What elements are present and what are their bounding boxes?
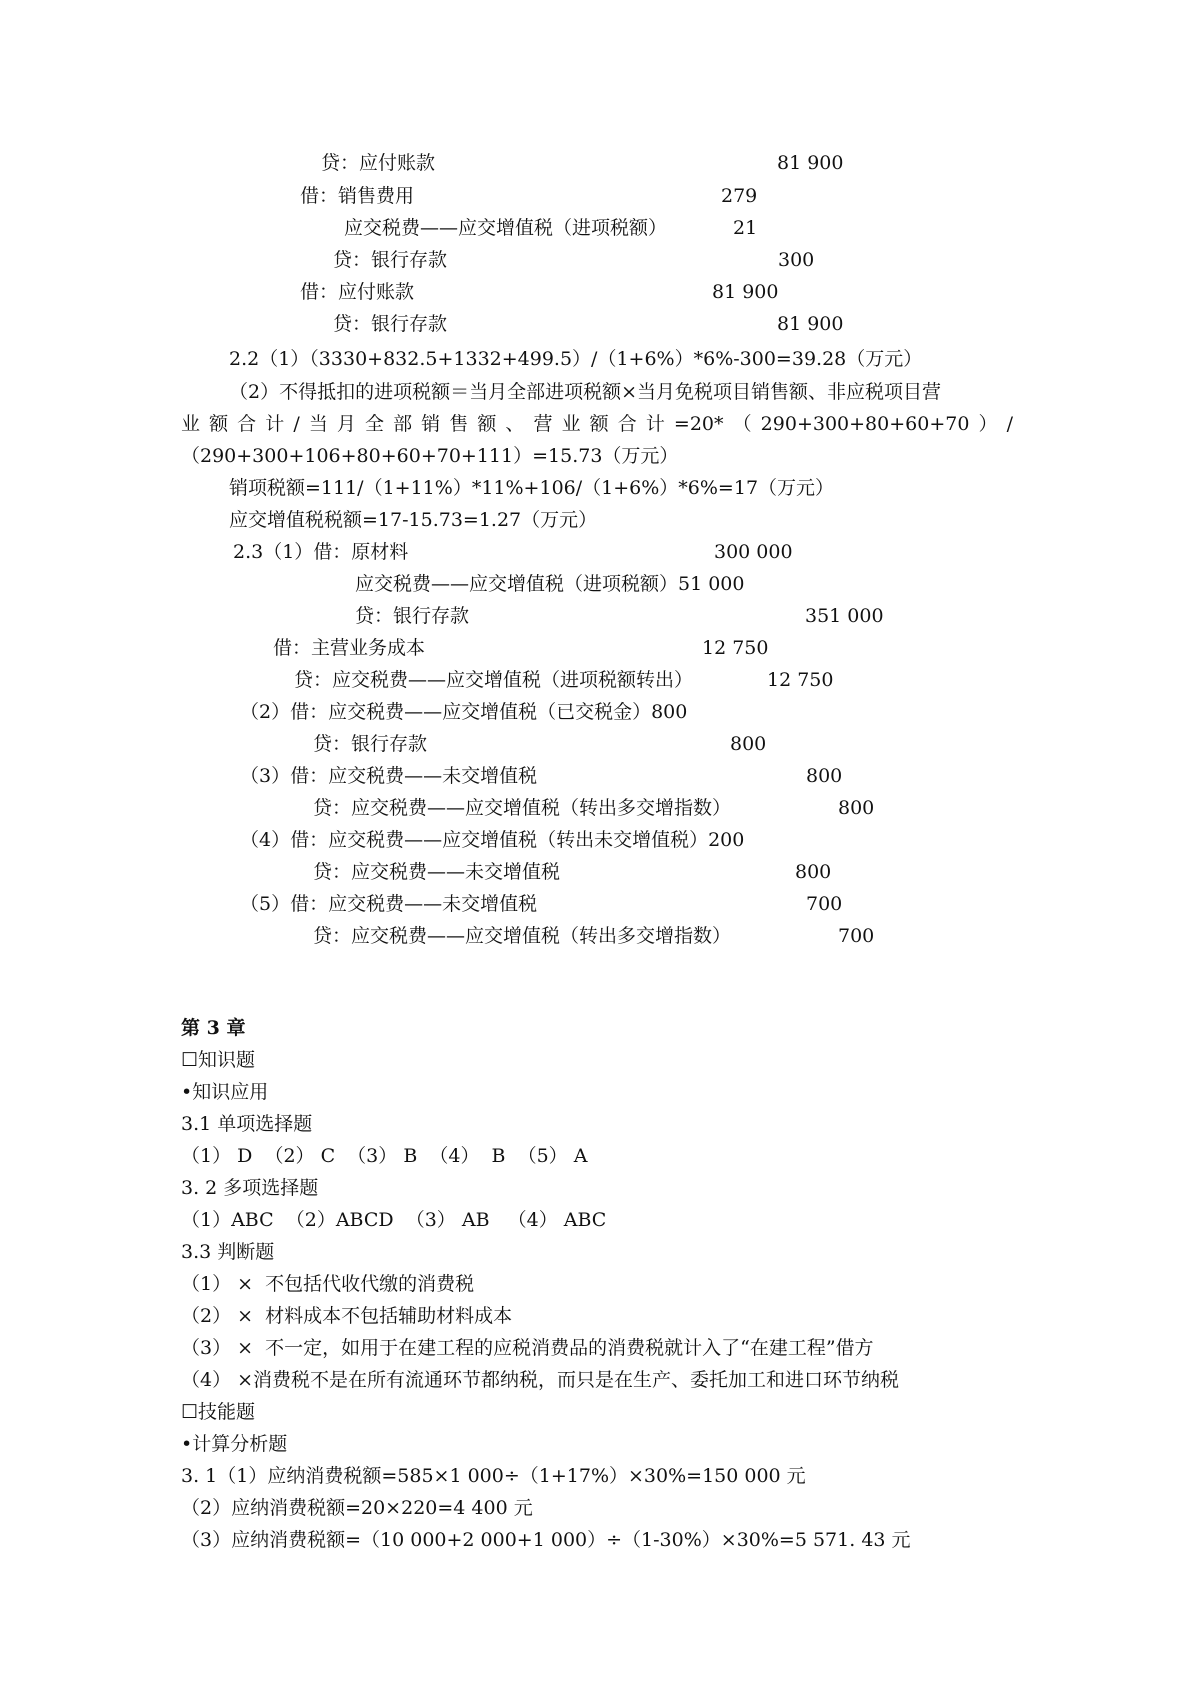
question-title: 3. 2 多项选择题 xyxy=(181,1177,319,1199)
journal-amount: 700 xyxy=(838,925,875,947)
journal-label: 贷：银行存款 xyxy=(355,605,470,627)
journal-amount: 700 xyxy=(806,893,843,915)
journal-amount: 81 900 xyxy=(712,281,779,303)
journal-label: 贷：银行存款 xyxy=(333,313,448,335)
journal-amount: 12 750 xyxy=(702,637,769,659)
journal-label: 贷：应付账款 xyxy=(321,152,436,174)
question-title: 3.1 单项选择题 xyxy=(181,1113,313,1135)
judge-item: （2） × 材料成本不包括辅助材料成本 xyxy=(181,1305,513,1327)
section-subheading: •知识应用 xyxy=(181,1081,269,1103)
journal-label: 贷：银行存款 xyxy=(333,249,448,271)
answer-line: （1） D （2） C （3） B （4） B （5） A xyxy=(181,1145,588,1167)
chapter-title: 第 3 章 xyxy=(181,1017,246,1039)
journal-label: 应交税费——应交增值税（进项税额） xyxy=(344,217,668,239)
journal-amount: 81 900 xyxy=(777,152,844,174)
journal-label: 贷：应交税费——未交增值税 xyxy=(313,861,561,883)
journal-label: 借：销售费用 xyxy=(300,185,415,207)
journal-amount: 800 xyxy=(795,861,832,883)
calc-line-justified: 业额合计/当月全部销售额、营业额合计=20*（290+300+80+60+70）/ xyxy=(181,413,1013,435)
journal-label: （4）借：应交税费——应交增值税（转出未交增值税）200 xyxy=(240,829,745,851)
calc-line: （2）不得抵扣的进项税额＝当月全部进项税额×当月免税项目销售额、非应税项目营 xyxy=(229,381,942,403)
question-title: 3.3 判断题 xyxy=(181,1241,275,1263)
journal-amount: 300 xyxy=(778,249,815,271)
journal-amount: 81 900 xyxy=(777,313,844,335)
journal-label: （2）借：应交税费——应交增值税（已交税金）800 xyxy=(240,701,688,723)
judge-item: （3） × 不一定，如用于在建工程的应税消费品的消费税就计入了“在建工程”借方 xyxy=(181,1337,874,1359)
judge-item: （4） ×消费税不是在所有流通环节都纳税，而只是在生产、委托加工和进口环节纳税 xyxy=(181,1369,900,1391)
journal-label: 借：主营业务成本 xyxy=(273,637,426,659)
journal-amount: 800 xyxy=(730,733,767,755)
calc-line: 销项税额=111/（1+11%）*11%+106/（1+6%）*6%=17（万元） xyxy=(229,477,835,499)
journal-amount: 800 xyxy=(838,797,875,819)
journal-amount: 21 xyxy=(733,217,758,239)
journal-amount: 279 xyxy=(721,185,758,207)
journal-label: 贷：应交税费——应交增值税（转出多交增指数） xyxy=(313,925,732,947)
journal-label: 贷：应交税费——应交增值税（转出多交增指数） xyxy=(313,797,732,819)
calc-line: 2.2（1）（3330+832.5+1332+499.5）/（1+6%）*6%-300=39.28（万元） xyxy=(229,348,923,370)
judge-item: （1） × 不包括代收代缴的消费税 xyxy=(181,1273,475,1295)
journal-amount: 300 000 xyxy=(714,541,793,563)
section-heading: ☐知识题 xyxy=(181,1049,256,1071)
journal-amount: 800 xyxy=(806,765,843,787)
calc-item: （2）应纳消费税额=20×220=4 400 元 xyxy=(181,1497,533,1519)
journal-label: 贷：银行存款 xyxy=(313,733,428,755)
journal-label: （3）借：应交税费——未交增值税 xyxy=(240,765,538,787)
calc-item: （3）应纳消费税额=（10 000+2 000+1 000）÷（1-30%）×30%=5 571. 43 元 xyxy=(181,1529,911,1551)
section-heading: ☐技能题 xyxy=(181,1401,256,1423)
journal-amount: 351 000 xyxy=(805,605,884,627)
journal-label: 借：应付账款 xyxy=(300,281,415,303)
calc-line: （290+300+106+80+60+70+111）=15.73（万元） xyxy=(181,445,679,467)
journal-amount: 12 750 xyxy=(767,669,834,691)
journal-label: 2.3（1）借：原材料 xyxy=(233,541,409,563)
calc-item: 3. 1（1）应纳消费税额=585×1 000÷（1+17%）×30%=150 000 元 xyxy=(181,1465,806,1487)
answer-line: （1）ABC （2）ABCD （3） AB （4） ABC xyxy=(181,1209,607,1231)
section-subheading: •计算分析题 xyxy=(181,1433,288,1455)
journal-label: （5）借：应交税费——未交增值税 xyxy=(240,893,538,915)
calc-line: 应交增值税税额=17-15.73=1.27（万元） xyxy=(229,509,598,531)
journal-label: 应交税费——应交增值税（进项税额）51 000 xyxy=(355,573,745,595)
journal-label: 贷：应交税费——应交增值税（进项税额转出） xyxy=(294,669,694,691)
